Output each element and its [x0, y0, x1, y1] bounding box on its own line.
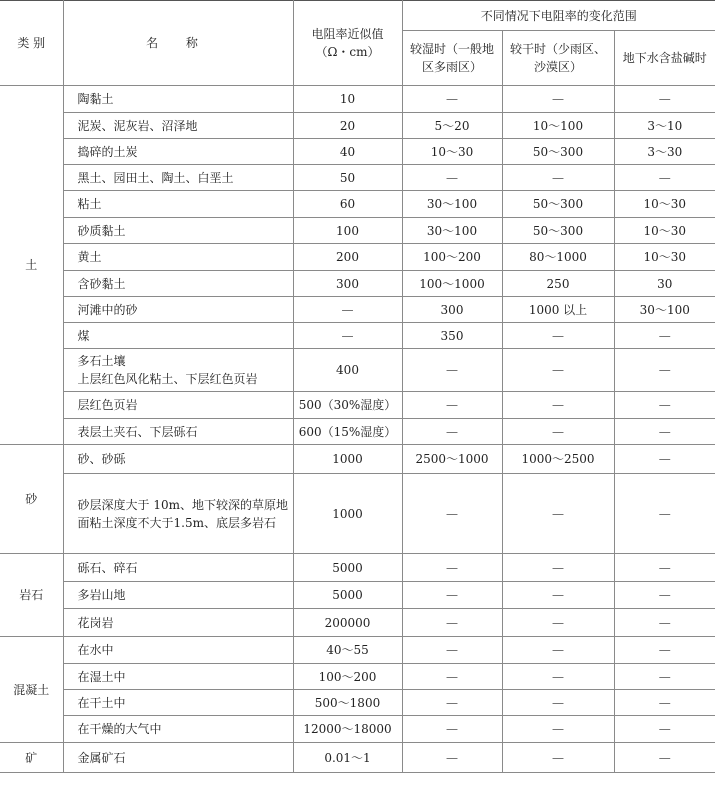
dry-range-cell: —: [502, 637, 614, 664]
resistivity-value-cell: 40～55: [293, 637, 402, 664]
table-row: [0, 349, 715, 392]
dry-range-cell: —: [502, 743, 614, 773]
table-row: [0, 609, 715, 637]
humid-range-cell: 10～30: [402, 139, 502, 165]
resistivity-value-cell: 100: [293, 218, 402, 244]
humid-range-cell: —: [402, 86, 502, 113]
dry-range-cell: 80～1000: [502, 244, 614, 271]
humid-range-cell: —: [402, 743, 502, 773]
saline-range-cell: —: [614, 86, 715, 113]
humid-range-cell: —: [402, 474, 502, 554]
saline-range-cell: —: [614, 392, 715, 419]
table-row: [0, 86, 715, 113]
material-name-cell: 在干土中: [63, 690, 293, 716]
header-dry-label: 较干时（少雨区、沙漠区）: [509, 42, 606, 74]
material-name-cell: 泥炭、泥灰岩、沼泽地: [63, 113, 293, 139]
table-row: [0, 419, 715, 445]
table-row: [0, 445, 715, 474]
material-name-cell: 粘土: [63, 191, 293, 218]
humid-range-cell: —: [402, 582, 502, 609]
resistivity-value-cell: 1000: [293, 474, 402, 554]
table-row: [0, 323, 715, 349]
material-name-cell: 砂质黏土: [63, 218, 293, 244]
resistivity-value-cell: —: [293, 297, 402, 323]
header-humid: [402, 31, 502, 86]
table-row: [0, 271, 715, 297]
table-row: [0, 139, 715, 165]
humid-range-cell: —: [402, 349, 502, 392]
table-row: [0, 244, 715, 271]
header-resistivity: [293, 1, 402, 86]
material-name-cell: 砾石、碎石: [63, 554, 293, 582]
table-row: [0, 582, 715, 609]
saline-range-cell: —: [614, 582, 715, 609]
humid-range-cell: 5～20: [402, 113, 502, 139]
header-range: [402, 1, 715, 31]
material-name-cell: 在水中: [63, 637, 293, 664]
category-cell: 混凝土: [0, 637, 63, 743]
dry-range-cell: —: [502, 392, 614, 419]
dry-range-cell: —: [502, 323, 614, 349]
humid-range-cell: 100～1000: [402, 271, 502, 297]
dry-range-cell: 1000 以上: [502, 297, 614, 323]
humid-range-cell: —: [402, 554, 502, 582]
resistivity-value-cell: 500～1800: [293, 690, 402, 716]
humid-range-cell: —: [402, 716, 502, 743]
humid-range-cell: 30～100: [402, 191, 502, 218]
material-name-cell: 多石土壤 上层红色风化粘土、下层红色页岩: [63, 349, 293, 392]
material-name-cell: 河滩中的砂: [63, 297, 293, 323]
dry-range-cell: 1000～2500: [502, 445, 614, 474]
saline-range-cell: 3～30: [614, 139, 715, 165]
material-name-cell: 黑土、园田土、陶土、白垩土: [63, 165, 293, 191]
resistivity-value-cell: 12000～18000: [293, 716, 402, 743]
humid-range-cell: —: [402, 392, 502, 419]
table-row: [0, 664, 715, 690]
header-category-label: 类 别: [17, 36, 46, 50]
dry-range-cell: —: [502, 609, 614, 637]
saline-range-cell: —: [614, 554, 715, 582]
resistivity-value-cell: 200000: [293, 609, 402, 637]
resistivity-value-cell: 40: [293, 139, 402, 165]
header-range-label: 不同情况下电阻率的变化范围: [480, 8, 637, 23]
header-name: [63, 1, 293, 86]
resistivity-value-cell: 5000: [293, 582, 402, 609]
table-row: [0, 165, 715, 191]
saline-range-cell: —: [614, 323, 715, 349]
material-name-cell: 多岩山地: [63, 582, 293, 609]
table-row: [0, 743, 715, 773]
humid-range-cell: —: [402, 637, 502, 664]
humid-range-cell: —: [402, 419, 502, 445]
category-cell: 矿: [0, 743, 63, 773]
saline-range-cell: —: [614, 445, 715, 474]
dry-range-cell: 10～100: [502, 113, 614, 139]
header-category: [0, 1, 63, 86]
dry-range-cell: 50～300: [502, 191, 614, 218]
saline-range-cell: 10～30: [614, 218, 715, 244]
resistivity-value-cell: —: [293, 323, 402, 349]
material-name-cell: 黄土: [63, 244, 293, 271]
dry-range-cell: —: [502, 690, 614, 716]
saline-range-cell: —: [614, 743, 715, 773]
table-row: [0, 218, 715, 244]
saline-range-cell: 30: [614, 271, 715, 297]
table-header: [0, 1, 715, 86]
humid-range-cell: 300: [402, 297, 502, 323]
header-name-label: 名 称: [146, 36, 210, 50]
saline-range-cell: —: [614, 474, 715, 554]
humid-range-cell: —: [402, 165, 502, 191]
resistivity-value-cell: 5000: [293, 554, 402, 582]
material-name-cell: 煤: [63, 323, 293, 349]
saline-range-cell: 10～30: [614, 191, 715, 218]
table-row: [0, 637, 715, 664]
table-row: [0, 297, 715, 323]
saline-range-cell: —: [614, 690, 715, 716]
resistivity-value-cell: 200: [293, 244, 402, 271]
resistivity-value-cell: 300: [293, 271, 402, 297]
saline-range-cell: —: [614, 664, 715, 690]
humid-range-cell: 30～100: [402, 218, 502, 244]
dry-range-cell: 50～300: [502, 139, 614, 165]
resistivity-value-cell: 10: [293, 86, 402, 113]
table-row: [0, 113, 715, 139]
material-name-cell: 表层土夹石、下层砾石: [63, 419, 293, 445]
dry-range-cell: —: [502, 664, 614, 690]
saline-range-cell: 30～100: [614, 297, 715, 323]
dry-range-cell: —: [502, 86, 614, 113]
header-saline: [614, 31, 715, 86]
saline-range-cell: —: [614, 419, 715, 445]
saline-range-cell: —: [614, 165, 715, 191]
header-resistivity-label: 电阻率近似值（Ω・cm）: [311, 27, 384, 59]
humid-range-cell: —: [402, 690, 502, 716]
material-name-cell: 金属矿石: [63, 743, 293, 773]
resistivity-value-cell: 500（30%湿度）: [293, 392, 402, 419]
material-name-cell: 含砂黏土: [63, 271, 293, 297]
table-row: [0, 191, 715, 218]
category-cell: 土: [0, 86, 63, 445]
humid-range-cell: —: [402, 664, 502, 690]
category-cell: 砂: [0, 445, 63, 554]
resistivity-value-cell: 50: [293, 165, 402, 191]
saline-range-cell: —: [614, 609, 715, 637]
header-humid-label: 较湿时（一般地区多雨区）: [409, 42, 494, 74]
resistivity-value-cell: 1000: [293, 445, 402, 474]
header-dry: [502, 31, 614, 86]
resistivity-value-cell: 100～200: [293, 664, 402, 690]
material-name-cell: 捣碎的土炭: [63, 139, 293, 165]
material-name-cell: 砂、砂砾: [63, 445, 293, 474]
dry-range-cell: 250: [502, 271, 614, 297]
humid-range-cell: 100～200: [402, 244, 502, 271]
material-name-cell: 在湿土中: [63, 664, 293, 690]
saline-range-cell: 3～10: [614, 113, 715, 139]
resistivity-value-cell: 400: [293, 349, 402, 392]
dry-range-cell: —: [502, 474, 614, 554]
table-row: [0, 716, 715, 743]
dry-range-cell: —: [502, 582, 614, 609]
saline-range-cell: 10～30: [614, 244, 715, 271]
table-row: [0, 554, 715, 582]
saline-range-cell: —: [614, 637, 715, 664]
dry-range-cell: 50～300: [502, 218, 614, 244]
table-row: [0, 392, 715, 419]
dry-range-cell: —: [502, 165, 614, 191]
dry-range-cell: —: [502, 554, 614, 582]
material-name-cell: 层红色页岩: [63, 392, 293, 419]
material-name-cell: 花岗岩: [63, 609, 293, 637]
resistivity-value-cell: 60: [293, 191, 402, 218]
dry-range-cell: —: [502, 419, 614, 445]
dry-range-cell: —: [502, 716, 614, 743]
dry-range-cell: —: [502, 349, 614, 392]
table-row: [0, 474, 715, 554]
category-cell: 岩石: [0, 554, 63, 637]
saline-range-cell: —: [614, 349, 715, 392]
header-saline-label: 地下水含盐碱时: [622, 51, 707, 65]
resistivity-value-cell: 600（15%湿度）: [293, 419, 402, 445]
material-name-cell: 砂层深度大于 10m、地下较深的草原地面粘土深度不大于1.5m、底层多岩石: [63, 474, 293, 554]
resistivity-value-cell: 0.01～1: [293, 743, 402, 773]
humid-range-cell: 350: [402, 323, 502, 349]
saline-range-cell: —: [614, 716, 715, 743]
humid-range-cell: —: [402, 609, 502, 637]
table-body: [0, 86, 715, 773]
table-row: [0, 690, 715, 716]
material-name-cell: 在干燥的大气中: [63, 716, 293, 743]
resistivity-value-cell: 20: [293, 113, 402, 139]
material-name-cell: 陶黏土: [63, 86, 293, 113]
humid-range-cell: 2500～1000: [402, 445, 502, 474]
